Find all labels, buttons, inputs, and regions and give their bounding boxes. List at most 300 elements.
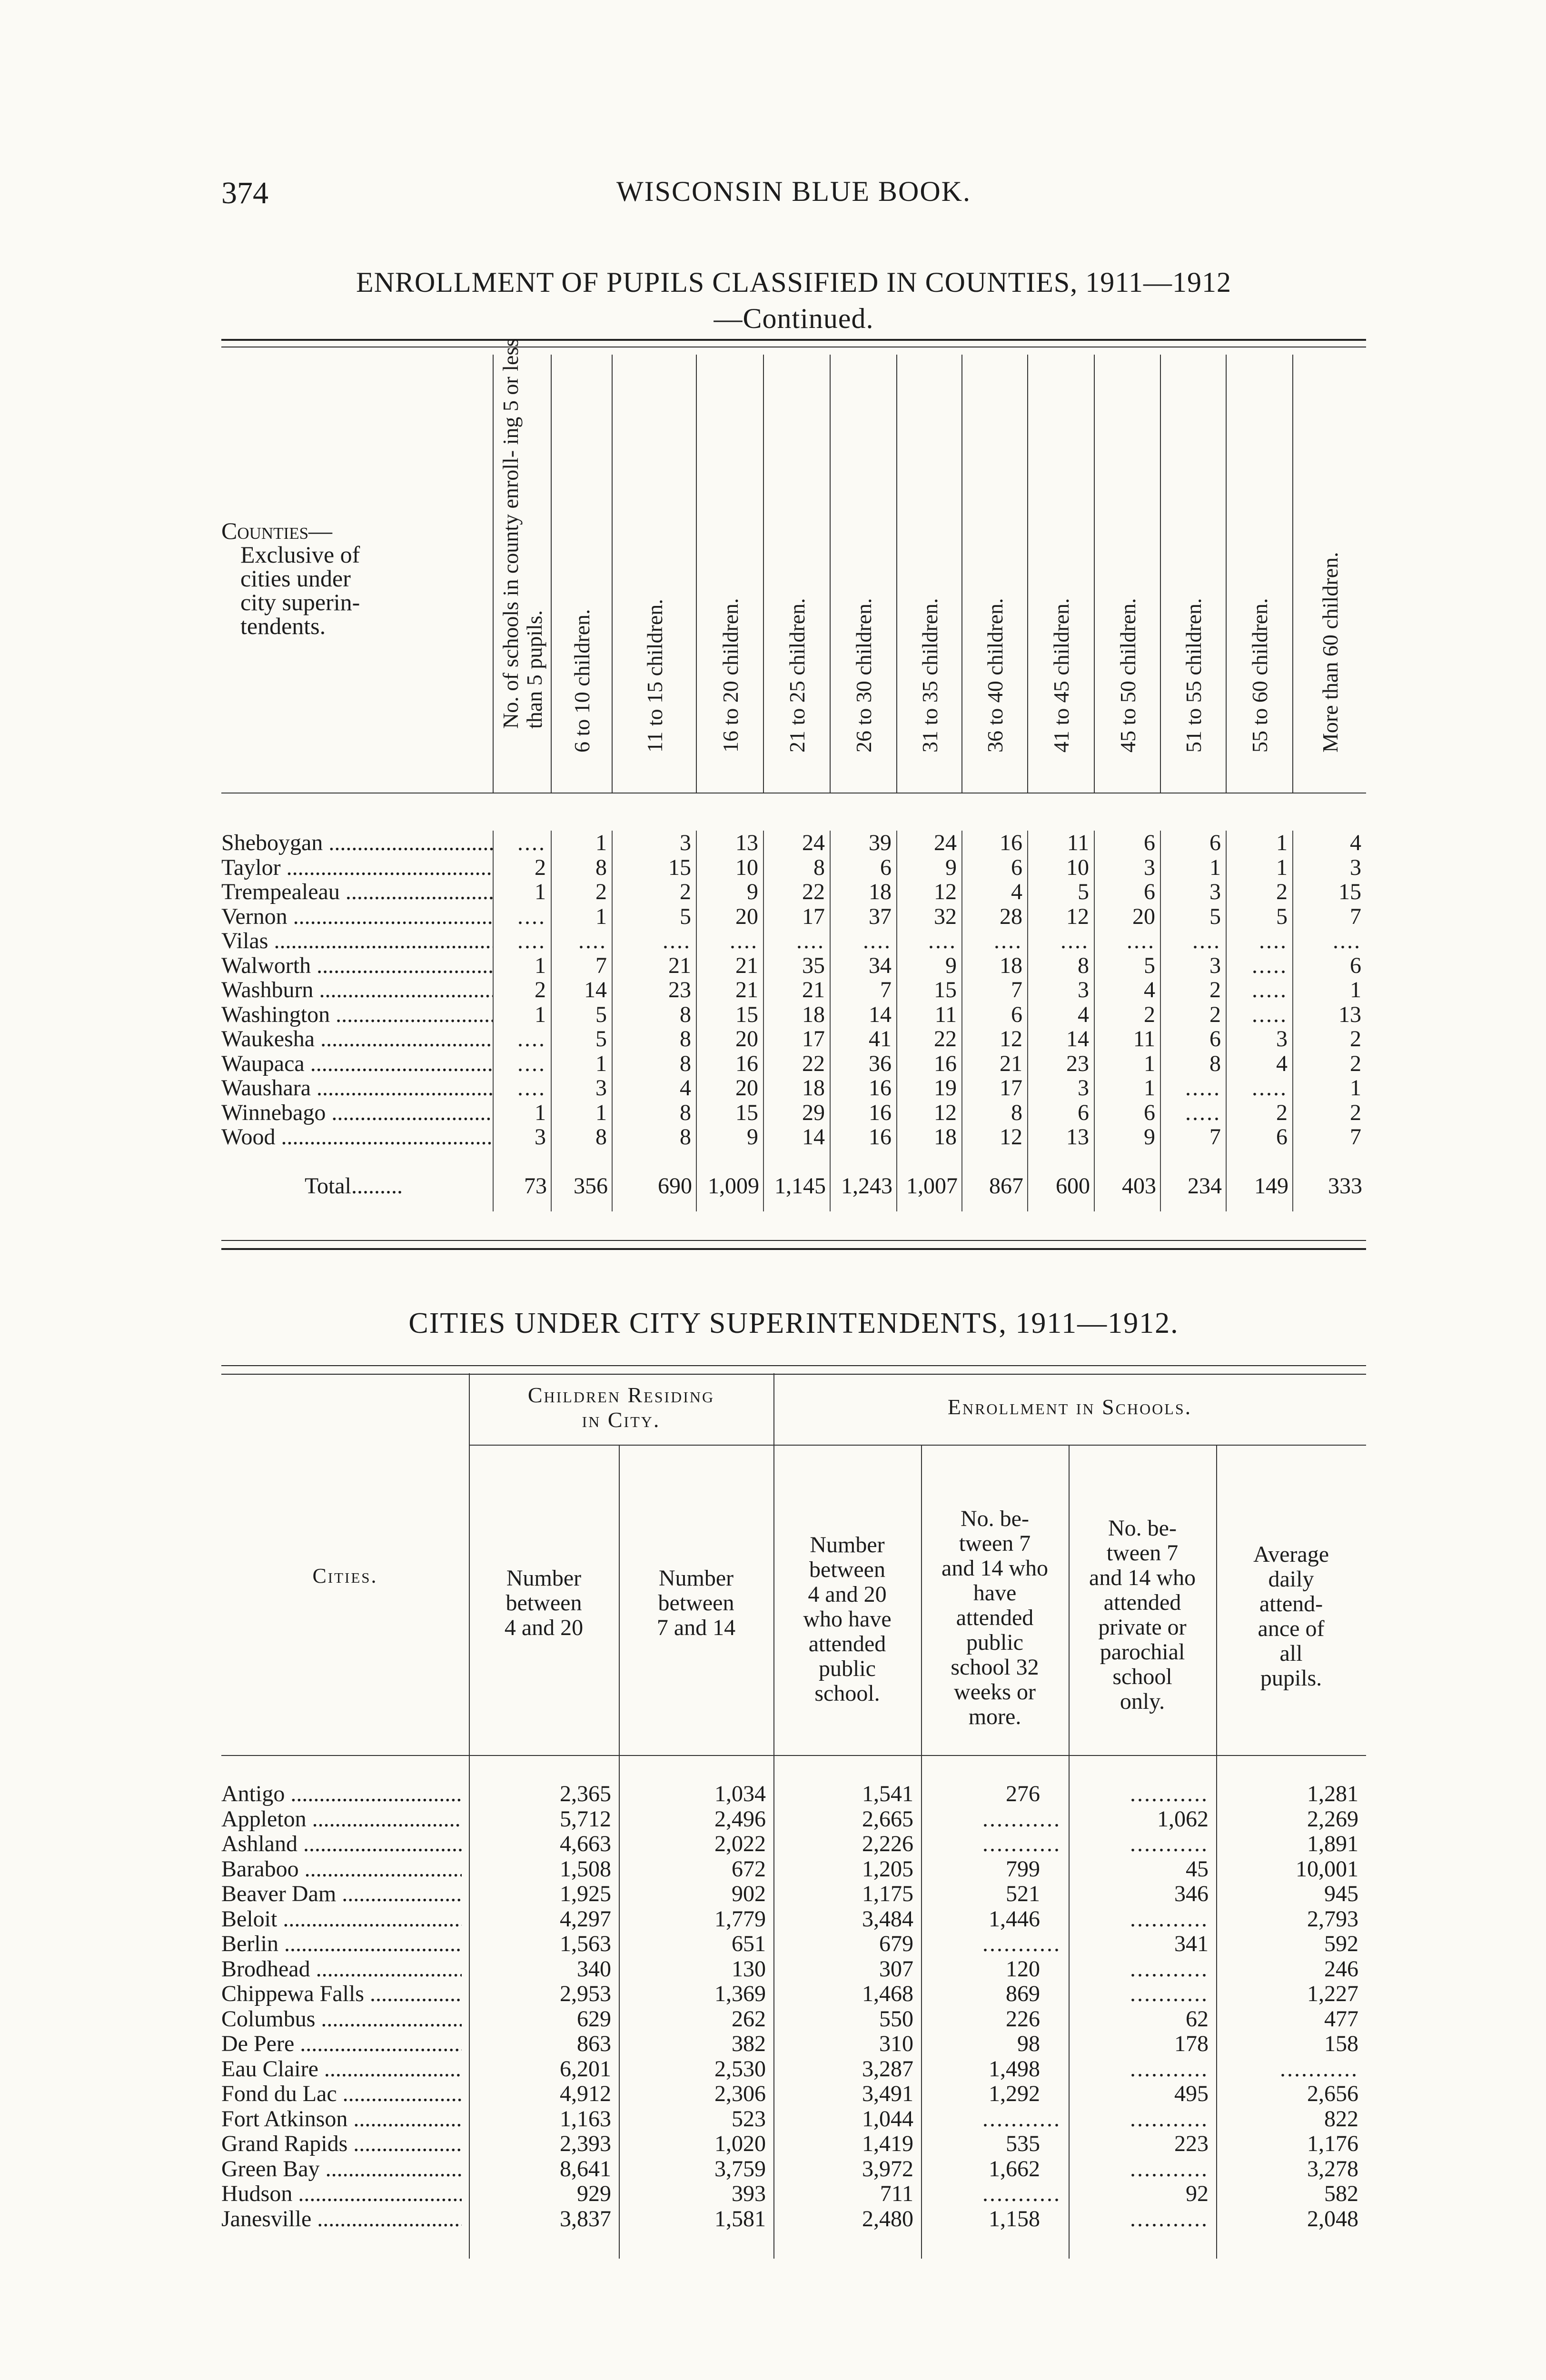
table-cell: .... xyxy=(578,929,607,953)
table-cell: 2,665 xyxy=(862,1806,913,1832)
county-name: Wood ..... xyxy=(221,1125,493,1150)
table-cell: 1,281 xyxy=(1307,1782,1358,1806)
table-cell: .... xyxy=(663,929,691,953)
table-cell: 18 xyxy=(1000,953,1022,978)
table-cell: 550 xyxy=(879,2006,913,2032)
table-cell: .... xyxy=(1259,929,1288,953)
table-cell: 523 xyxy=(732,2106,766,2132)
table-cell: 28 xyxy=(1000,904,1022,929)
table-cell: 22 xyxy=(802,1051,825,1076)
table-cell: 2,048 xyxy=(1307,2206,1358,2231)
table-cell: 17 xyxy=(1000,1076,1022,1101)
table-cell: .... xyxy=(1192,929,1221,953)
table-cell: 12 xyxy=(934,1100,957,1125)
table-cell: 6 xyxy=(1144,880,1155,904)
table-cell: ..... xyxy=(1252,953,1288,978)
table-row xyxy=(221,880,1366,904)
table1-column-header: 51 to 55 children. xyxy=(1160,355,1227,793)
table-cell: 5 xyxy=(1078,880,1089,904)
table-cell: 29 xyxy=(802,1100,825,1125)
table-cell: 2,306 xyxy=(714,2082,766,2106)
county-name: Waupaca ..... xyxy=(221,1051,493,1076)
table-cell: 711 xyxy=(880,2182,913,2206)
table2-column-header: Average daily attend- ance of all pupils. xyxy=(1253,1542,1329,1691)
table-cell: ........... xyxy=(1130,2106,1209,2132)
table-cell: 4 xyxy=(1011,880,1022,904)
table-cell: 6 xyxy=(880,855,892,880)
table-cell: 5,712 xyxy=(560,1806,611,1832)
table-cell: 6 xyxy=(1144,831,1155,855)
city-name: Antigo ..... xyxy=(221,1782,462,1807)
table-cell: 32 xyxy=(934,904,957,929)
table-cell: 7 xyxy=(595,953,607,978)
table-cell: ..... xyxy=(1185,1076,1221,1101)
table-cell: 8 xyxy=(1011,1100,1022,1125)
table-row xyxy=(221,2207,1366,2232)
table-cell: 2 xyxy=(1276,880,1288,904)
table-cell: 19 xyxy=(934,1076,957,1101)
table-cell: 92 xyxy=(1186,2182,1209,2206)
table-cell: 16 xyxy=(869,1125,892,1150)
table-cell: 3,759 xyxy=(714,2156,766,2182)
table-cell: 16 xyxy=(934,1051,957,1076)
table-cell: ........... xyxy=(982,1932,1061,1956)
table-row xyxy=(221,2082,1366,2107)
table-cell: 1 xyxy=(1276,855,1288,880)
table-cell: 2 xyxy=(1209,978,1221,1002)
table-cell: 1 xyxy=(595,831,607,855)
table-cell: 16 xyxy=(735,1051,758,1076)
table-cell: 1 xyxy=(595,1051,607,1076)
table-cell: 8 xyxy=(680,1100,691,1125)
table-row xyxy=(221,1002,1366,1027)
table-cell: 10 xyxy=(1066,855,1089,880)
total-cell: 73 xyxy=(524,1173,547,1199)
table1-title: ENROLLMENT OF PUPILS CLASSIFIED IN COUNTIES, 1911—1912 —Continued. xyxy=(356,267,1232,334)
table-cell: 3,484 xyxy=(862,1906,913,1932)
table1-column-header: 6 to 10 children. xyxy=(551,355,613,793)
table-cell: 2 xyxy=(1144,1002,1155,1027)
table-cell: 672 xyxy=(732,1856,766,1882)
table-row xyxy=(221,1957,1366,1982)
table-cell: 20 xyxy=(735,1076,758,1101)
table-cell: .... xyxy=(517,1076,546,1101)
table-cell: 120 xyxy=(1006,1956,1040,1982)
table-row xyxy=(221,2032,1366,2057)
county-name: Winnebago ..... xyxy=(221,1101,493,1125)
city-name: Brodhead ..... xyxy=(221,1957,462,1982)
table-cell: 12 xyxy=(934,880,957,904)
table-cell: 9 xyxy=(945,953,957,978)
table-cell: .... xyxy=(1127,929,1155,953)
table1-stub-header: Counties— Exclusive of cities under city superin- tendents. xyxy=(221,517,360,639)
table-cell: .... xyxy=(730,929,758,953)
table-cell: 14 xyxy=(584,978,607,1002)
table-row xyxy=(221,2157,1366,2182)
table-cell: ........... xyxy=(1130,2056,1209,2082)
table-cell: 535 xyxy=(1006,2132,1040,2156)
table-cell: 1,163 xyxy=(560,2106,611,2132)
table-cell: 3,972 xyxy=(862,2156,913,2182)
table-cell: 18 xyxy=(802,1002,825,1027)
table-cell: 1,158 xyxy=(989,2206,1040,2231)
table-cell: 37 xyxy=(869,904,892,929)
table-cell: 2,480 xyxy=(862,2206,913,2231)
county-enrollment-table xyxy=(221,338,1366,1199)
table-cell: 1 xyxy=(535,880,546,904)
total-cell: 356 xyxy=(574,1173,608,1199)
table-cell: 4 xyxy=(1350,831,1361,855)
table-cell: 7 xyxy=(1350,904,1361,929)
table-cell: 310 xyxy=(879,2032,913,2056)
table-cell: 3 xyxy=(1209,880,1221,904)
table-cell: 2 xyxy=(1209,1002,1221,1027)
table-cell: 45 xyxy=(1186,1856,1209,1882)
table-cell: ........... xyxy=(1130,1832,1209,1856)
table-row xyxy=(221,1982,1366,2007)
table-cell: 1,020 xyxy=(714,2132,766,2156)
table-cell: 21 xyxy=(1000,1051,1022,1076)
table-cell: 6 xyxy=(1209,831,1221,855)
table-cell: 1,779 xyxy=(714,1906,766,1932)
table-cell: 15 xyxy=(934,978,957,1002)
table-cell: 24 xyxy=(802,831,825,855)
table-row xyxy=(221,831,1366,855)
county-name: Waukesha ..... xyxy=(221,1027,493,1051)
table-row xyxy=(221,1882,1366,1907)
table-cell: 340 xyxy=(577,1956,611,1982)
table-cell: 3,837 xyxy=(560,2206,611,2231)
table1-column-header: 36 to 40 children. xyxy=(961,355,1028,793)
table-cell: .... xyxy=(796,929,825,953)
table-cell: 307 xyxy=(879,1956,913,1982)
table-cell: 929 xyxy=(577,2182,611,2206)
total-cell: 867 xyxy=(989,1173,1023,1199)
table-cell: 2,656 xyxy=(1307,2082,1358,2106)
table-cell: 6 xyxy=(1078,1100,1089,1125)
table-cell: 477 xyxy=(1324,2006,1358,2032)
table-cell: ..... xyxy=(1252,978,1288,1002)
table-cell: 3 xyxy=(1350,855,1361,880)
table1-header xyxy=(221,338,1366,793)
children-residing-group: Children Residing in City. xyxy=(527,1383,715,1432)
table-cell: 15 xyxy=(668,855,691,880)
city-name: De Pere ..... xyxy=(221,2032,462,2057)
table-row xyxy=(221,1807,1366,1832)
table-cell: 20 xyxy=(1132,904,1155,929)
table-cell: 3 xyxy=(595,1076,607,1101)
table-cell: 8 xyxy=(1209,1051,1221,1076)
table-row xyxy=(221,1832,1366,1857)
table-cell: 1,044 xyxy=(862,2106,913,2132)
table-cell: 4 xyxy=(1078,1002,1089,1027)
table-cell: 15 xyxy=(735,1100,758,1125)
table-cell: 2,022 xyxy=(714,1832,766,1856)
table-cell: 8 xyxy=(813,855,825,880)
total-cell: 1,243 xyxy=(841,1173,892,1199)
enrollment-group: Enrollment in Schools. xyxy=(947,1395,1192,1419)
total-cell: 403 xyxy=(1122,1173,1156,1199)
table-cell: 8 xyxy=(680,1002,691,1027)
table-cell: 2 xyxy=(535,978,546,1002)
table-cell: 1,446 xyxy=(989,1906,1040,1932)
table-cell: 1 xyxy=(1144,1051,1155,1076)
table-cell: 13 xyxy=(735,831,758,855)
table-cell: 2,530 xyxy=(714,2056,766,2082)
table-cell: ........... xyxy=(1130,1906,1209,1932)
table-cell: 4 xyxy=(1144,978,1155,1002)
table-cell: 822 xyxy=(1324,2106,1358,2132)
table-cell: 8 xyxy=(680,1125,691,1150)
table1-column-header: 55 to 60 children. xyxy=(1226,355,1293,793)
county-name: Vernon ..... xyxy=(221,904,493,929)
table-cell: 2,226 xyxy=(862,1832,913,1856)
table-cell: 4,663 xyxy=(560,1832,611,1856)
table-cell: 24 xyxy=(934,831,957,855)
city-name: Eau Claire ..... xyxy=(221,2057,462,2082)
table-cell: 2 xyxy=(680,880,691,904)
table-cell: 902 xyxy=(732,1882,766,1906)
table-cell: 1,508 xyxy=(560,1856,611,1882)
table-cell: 262 xyxy=(732,2006,766,2032)
table-cell: 6 xyxy=(1276,1125,1288,1150)
table-cell: 6 xyxy=(1011,1002,1022,1027)
table-cell: 1 xyxy=(1209,855,1221,880)
table-cell: 17 xyxy=(802,1027,825,1051)
table-cell: .... xyxy=(517,831,546,855)
county-name: Vilas ..... xyxy=(221,929,493,953)
table-cell: 1,541 xyxy=(862,1782,913,1806)
city-name: Green Bay ..... xyxy=(221,2157,462,2182)
table2-column-header: No. be- tween 7 and 14 who have attended public school 32 weeks or more. xyxy=(941,1506,1048,1729)
table-cell: 3,491 xyxy=(862,2082,913,2106)
table-cell: 6 xyxy=(1144,1100,1155,1125)
table-cell: 15 xyxy=(735,1002,758,1027)
table-cell: 2,365 xyxy=(560,1782,611,1806)
table-cell: 1 xyxy=(1350,1076,1361,1101)
table-cell: 17 xyxy=(802,904,825,929)
county-name: Walworth ..... xyxy=(221,953,493,978)
table-cell: 3 xyxy=(1144,855,1155,880)
table-cell: 2,496 xyxy=(714,1806,766,1832)
table-cell: 9 xyxy=(945,855,957,880)
table-cell: 41 xyxy=(869,1027,892,1051)
table-row xyxy=(221,1101,1366,1125)
table-cell: 3 xyxy=(680,831,691,855)
city-name: Fort Atkinson ..... xyxy=(221,2107,462,2132)
table-cell: 11 xyxy=(934,1002,957,1027)
table-cell: 5 xyxy=(680,904,691,929)
table-cell: 98 xyxy=(1017,2032,1040,2056)
table-cell: 14 xyxy=(869,1002,892,1027)
table-row xyxy=(221,2132,1366,2157)
table1-body xyxy=(221,831,1366,1203)
table-cell: ........... xyxy=(1130,1956,1209,1982)
table-cell: 1 xyxy=(1350,978,1361,1002)
table-row xyxy=(221,1027,1366,1051)
table2-column-header: No. be- tween 7 and 14 who attended private or parochial school only. xyxy=(1089,1516,1196,1714)
table-cell: 5 xyxy=(1209,904,1221,929)
table-cell: 2 xyxy=(1350,1027,1361,1051)
table-cell: 18 xyxy=(869,880,892,904)
table-cell: 1,498 xyxy=(989,2056,1040,2082)
table-cell: 1,176 xyxy=(1307,2132,1358,2156)
city-name: Chippewa Falls ..... xyxy=(221,1982,462,2007)
table-cell: 23 xyxy=(1066,1051,1089,1076)
table-cell: ........... xyxy=(1130,2156,1209,2182)
table-cell: 6 xyxy=(1350,953,1361,978)
table-cell: 13 xyxy=(1338,1002,1361,1027)
county-name: Washington ..... xyxy=(221,1002,493,1027)
table-cell: 2,953 xyxy=(560,1982,611,2006)
table-row xyxy=(221,2007,1366,2032)
table-cell: 23 xyxy=(668,978,691,1002)
table-cell: 8 xyxy=(595,855,607,880)
table-row xyxy=(221,929,1366,953)
table-cell: 9 xyxy=(747,880,758,904)
table-cell: 5 xyxy=(595,1002,607,1027)
table-cell: 4,912 xyxy=(560,2082,611,2106)
table-cell: 1 xyxy=(1144,1076,1155,1101)
table-cell: 1 xyxy=(535,1100,546,1125)
table-cell: 10,001 xyxy=(1296,1856,1358,1882)
table-cell: 1,205 xyxy=(862,1856,913,1882)
city-name: Hudson ..... xyxy=(221,2182,462,2207)
table-cell: ........... xyxy=(982,2106,1061,2132)
table-cell: 15 xyxy=(1338,880,1361,904)
table-cell: 14 xyxy=(1066,1027,1089,1051)
total-cell: 234 xyxy=(1188,1173,1222,1199)
table-cell: 1,227 xyxy=(1307,1982,1358,2006)
table1-column-header: 45 to 50 children. xyxy=(1094,355,1161,793)
table-cell: 1,175 xyxy=(862,1882,913,1906)
table-cell: 799 xyxy=(1006,1856,1040,1882)
table-cell: 8 xyxy=(1078,953,1089,978)
table-cell: 21 xyxy=(802,978,825,1002)
table-row xyxy=(221,978,1366,1002)
table-cell: 276 xyxy=(1006,1782,1040,1806)
city-name: Appleton ..... xyxy=(221,1807,462,1832)
table-cell: 7 xyxy=(1350,1125,1361,1150)
table-cell: 6 xyxy=(1011,855,1022,880)
county-name: Washburn ..... xyxy=(221,978,493,1002)
table-cell: 12 xyxy=(1000,1027,1022,1051)
table-cell: 2,269 xyxy=(1307,1806,1358,1832)
table-cell: 1,662 xyxy=(989,2156,1040,2182)
table-row xyxy=(221,1907,1366,1932)
city-name: Fond du Lac ..... xyxy=(221,2082,462,2107)
table-cell: 3,278 xyxy=(1307,2156,1358,2182)
table-cell: ........... xyxy=(1130,2206,1209,2231)
table-cell: ..... xyxy=(1252,1076,1288,1101)
total-row xyxy=(221,1170,1366,1203)
table-cell: 226 xyxy=(1006,2006,1040,2032)
table-row xyxy=(221,1782,1366,1807)
table-cell: 21 xyxy=(735,953,758,978)
table-cell: 34 xyxy=(869,953,892,978)
total-cell: 149 xyxy=(1254,1173,1288,1199)
table-cell: .... xyxy=(517,904,546,929)
table-cell: 5 xyxy=(595,1027,607,1051)
table-cell: 1,292 xyxy=(989,2082,1040,2106)
table-cell: 393 xyxy=(732,2182,766,2206)
table-cell: 130 xyxy=(732,1956,766,1982)
table-cell: 22 xyxy=(934,1027,957,1051)
table-cell: 2 xyxy=(1350,1051,1361,1076)
table-cell: 651 xyxy=(732,1932,766,1956)
table-row xyxy=(221,2107,1366,2132)
table-cell: 178 xyxy=(1174,2032,1209,2056)
table-cell: 11 xyxy=(1067,831,1089,855)
city-name: Beloit ..... xyxy=(221,1907,462,1932)
total-cell: 1,009 xyxy=(708,1173,759,1199)
table-cell: 3 xyxy=(1276,1027,1288,1051)
table-cell: 4 xyxy=(1276,1051,1288,1076)
page-number: 374 xyxy=(221,176,268,210)
table-cell: 869 xyxy=(1006,1982,1040,2006)
table-cell: 1,062 xyxy=(1157,1806,1209,1832)
table-cell: 1 xyxy=(1276,831,1288,855)
table-cell: 521 xyxy=(1006,1882,1040,1906)
city-name: Ashland ..... xyxy=(221,1832,462,1857)
table-cell: 1,925 xyxy=(560,1882,611,1906)
table-row xyxy=(221,1051,1366,1076)
table-cell: 6 xyxy=(1209,1027,1221,1051)
table-row xyxy=(221,1857,1366,1882)
table-cell: ........... xyxy=(982,2182,1061,2206)
table-cell: 14 xyxy=(802,1125,825,1150)
table1-column-header: 26 to 30 children. xyxy=(830,355,897,793)
table-cell: 16 xyxy=(869,1100,892,1125)
table-row xyxy=(221,953,1366,978)
table-row xyxy=(221,1932,1366,1957)
table-cell: .... xyxy=(517,929,546,953)
table1-column-header: 11 to 15 children. xyxy=(612,355,697,793)
table-row xyxy=(221,1076,1366,1101)
table-cell: 246 xyxy=(1324,1956,1358,1982)
table-cell: ........... xyxy=(982,1832,1061,1856)
table-row xyxy=(221,904,1366,929)
table-cell: 1,891 xyxy=(1307,1832,1358,1856)
table-cell: 6,201 xyxy=(560,2056,611,2082)
total-cell: 1,007 xyxy=(906,1173,958,1199)
table-cell: 22 xyxy=(802,880,825,904)
table-cell: 5 xyxy=(1144,953,1155,978)
table-cell: 382 xyxy=(732,2032,766,2056)
table-cell: 158 xyxy=(1324,2032,1358,2056)
table-row xyxy=(221,2182,1366,2207)
table-cell: 2 xyxy=(595,880,607,904)
table-cell: 7 xyxy=(1209,1125,1221,1150)
table-cell: 9 xyxy=(1144,1125,1155,1150)
table-cell: 346 xyxy=(1174,1882,1209,1906)
table-cell: 1 xyxy=(535,1002,546,1027)
table-cell: 1,369 xyxy=(714,1982,766,2006)
table-cell: 2,793 xyxy=(1307,1906,1358,1932)
table1-column-header: 31 to 35 children. xyxy=(896,355,962,793)
city-name: Grand Rapids ..... xyxy=(221,2132,462,2157)
table-cell: 223 xyxy=(1174,2132,1209,2156)
table-cell: .... xyxy=(928,929,957,953)
table-cell: 8 xyxy=(680,1027,691,1051)
table-cell: 16 xyxy=(1000,831,1022,855)
table-cell: 11 xyxy=(1133,1027,1155,1051)
table-cell: 1,468 xyxy=(862,1982,913,2006)
table-cell: 5 xyxy=(1276,904,1288,929)
table1-column-header: 16 to 20 children. xyxy=(696,355,764,793)
table-cell: 945 xyxy=(1324,1882,1358,1906)
table-cell: 2 xyxy=(1276,1100,1288,1125)
